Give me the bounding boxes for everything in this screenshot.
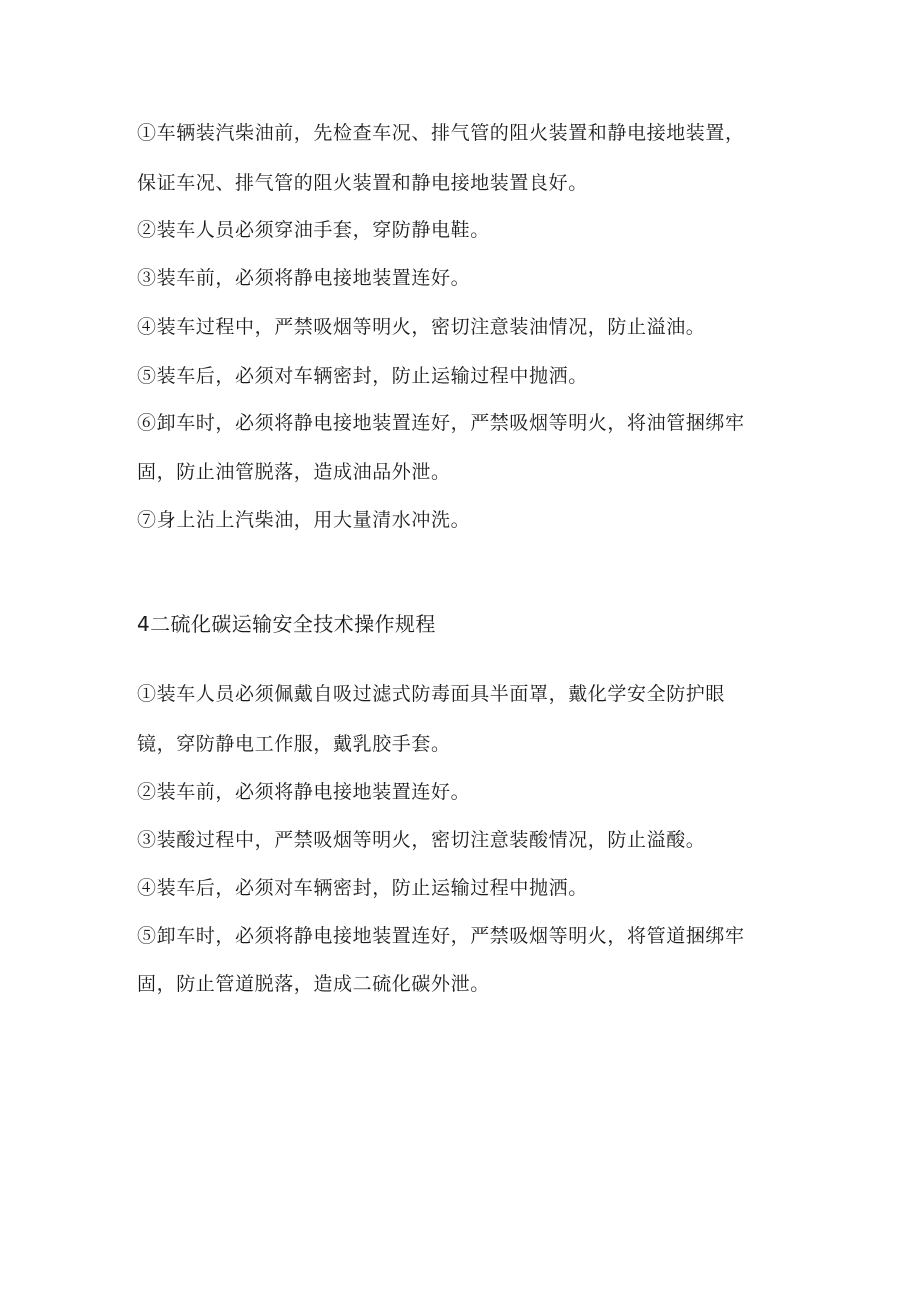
paragraph-line: ①装车人员必须佩戴自吸过滤式防毒面具半面罩，戴化学安全防护眼 [137,683,726,705]
paragraph-line: ③装车前，必须将静电接地装置连好。 [137,267,471,289]
paragraph-line: 固，防止油管脱落，造成油品外泄。 [137,461,451,483]
section-heading: 4二硫化碳运输安全技术操作规程 [137,612,436,636]
paragraph-line: 固，防止管道脱落，造成二硫化碳外泄。 [137,973,490,995]
paragraph-line: ⑤装车后，必须对车辆密封，防止运输过程中抛洒。 [137,365,588,387]
paragraph-line: 保证车况、排气管的阻火装置和静电接地装置良好。 [137,172,588,194]
paragraph-line: ⑥卸车时，必须将静电接地装置连好，严禁吸烟等明火，将油管捆绑牢 [137,412,745,434]
paragraph-line: ④装车过程中，严禁吸烟等明火，密切注意装油情况，防止溢油。 [137,316,706,338]
paragraph-line: ②装车人员必须穿油手套，穿防静电鞋。 [137,219,490,241]
paragraph-line: ④装车后，必须对车辆密封，防止运输过程中抛洒。 [137,877,588,899]
paragraph-line: ①车辆装汽柴油前，先检查车况、排气管的阻火装置和静电接地装置， [137,122,745,144]
paragraph-line: ②装车前，必须将静电接地装置连好。 [137,781,471,803]
paragraph-line: ③装酸过程中，严禁吸烟等明火，密切注意装酸情况，防止溢酸。 [137,829,706,851]
paragraph-line: ⑤卸车时，必须将静电接地装置连好，严禁吸烟等明火，将管道捆绑牢 [137,925,745,947]
paragraph-line: 镜，穿防静电工作服，戴乳胶手套。 [137,733,451,755]
paragraph-line: ⑦身上沾上汽柴油，用大量清水冲洗。 [137,509,471,531]
